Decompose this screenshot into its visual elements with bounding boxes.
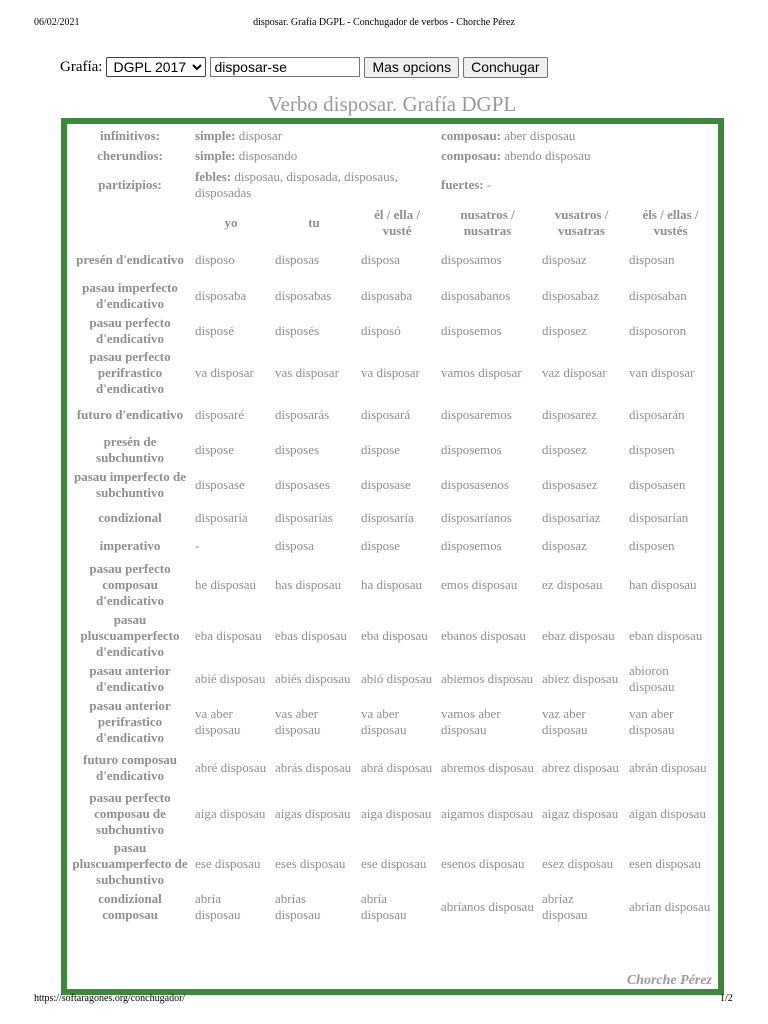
conjugated-form: vamos aber disposau	[441, 705, 501, 737]
conjugated-form: disposasenos	[441, 476, 509, 492]
conjugated-form: disposaz	[542, 252, 587, 267]
conjugated-form: abrán disposau	[629, 759, 707, 775]
print-page-number: 1/2	[720, 993, 733, 1004]
conjugated-form: disposarás	[275, 406, 330, 422]
tense-label: pasau anterior perifrastico d'endicativo	[89, 697, 171, 745]
conjugated-form: disposases	[275, 476, 330, 492]
conjugated-form: abiemos disposau	[441, 670, 534, 686]
conjugated-form: disposez	[542, 441, 587, 457]
conjugated-form: disposaríanos	[441, 509, 512, 525]
conjugated-form: esen disposau	[629, 855, 701, 871]
conjugated-form: disposarez	[542, 406, 597, 422]
composed-label: composau:	[441, 148, 501, 163]
conjugated-form: eban disposau	[629, 627, 703, 643]
conjugated-form: abría disposau	[195, 891, 241, 922]
conjugated-form: disposa	[275, 538, 314, 553]
person-header: yo	[224, 215, 238, 230]
page-heading: Verbo disposar. Grafía DGPL	[267, 92, 517, 116]
conjugated-form: disposoron	[629, 322, 687, 338]
conjugated-form: disposarían	[629, 509, 689, 525]
conjugated-form: vas aber disposau	[275, 705, 321, 737]
weak-participles	[191, 166, 437, 204]
tense-label: presén de subchuntivo	[96, 433, 164, 465]
conjugated-form: disposó	[361, 322, 401, 338]
conjugated-form: disposasen	[629, 476, 686, 492]
conjugation-frame	[61, 118, 724, 995]
conjugated-form: disposan	[629, 252, 675, 267]
tense-label: pasau perfecto composau d'endicativo	[89, 560, 171, 608]
conjugated-form: disposen	[629, 441, 675, 457]
tense-label: pasau pluscuamperfecto de subchuntivo	[72, 839, 188, 887]
tense-label: pasau imperfecto d'endicativo	[82, 279, 178, 311]
conjugated-form: disposaríaz	[542, 509, 601, 525]
conjugated-form: ha disposau	[361, 576, 423, 592]
person-header: vusatros / vusatras	[554, 207, 609, 238]
conjugated-form: disposaría	[361, 509, 414, 525]
tense-row	[69, 348, 716, 397]
conjugated-form: -	[195, 538, 200, 553]
conjugated-form: esenos disposau	[441, 855, 525, 871]
conjugated-form: abríanos disposau	[441, 899, 534, 914]
row-label: partizipios:	[98, 177, 162, 192]
infinitive-simple: disposar	[238, 128, 283, 143]
conjugated-form: vaz disposar	[542, 364, 607, 380]
febles-label: febles:	[195, 169, 232, 184]
conjugated-form: disposemos	[441, 538, 502, 553]
conjugated-form: eba disposau	[361, 627, 428, 643]
more-options-button[interactable]: Mas opcions	[364, 57, 459, 78]
print-date: 06/02/2021	[34, 17, 80, 28]
composed-form	[437, 126, 716, 146]
conjugated-form: disposaban	[629, 287, 687, 303]
person-header: tu	[308, 215, 320, 230]
tense-row	[69, 559, 716, 610]
conjugated-form: disposés	[275, 322, 320, 338]
conjugated-form: eses disposau	[275, 855, 346, 871]
conjugated-form: disposemos	[441, 322, 502, 338]
conjugated-form: vamos disposar	[441, 364, 522, 380]
conjugated-form: va disposar	[361, 364, 420, 380]
conjugated-form: disposase	[361, 476, 411, 492]
conjugated-form: dispose	[361, 441, 400, 457]
conjugated-form: aigamos disposau	[441, 805, 534, 821]
simple-label: simple:	[195, 148, 236, 163]
conjugated-form: disposaba	[361, 287, 413, 303]
tense-row	[69, 839, 716, 888]
conjugated-form: abré disposau	[195, 759, 267, 775]
tense-label: pasau perfecto d'endicativo	[89, 314, 171, 346]
tense-label: condizional composau	[98, 891, 162, 922]
conjugated-form: abié disposau	[195, 670, 266, 686]
tense-row	[69, 533, 716, 559]
conjugated-form: ese disposau	[361, 855, 427, 871]
conjugated-form: ez disposau	[542, 576, 603, 592]
print-url: https://softaragones.org/conchugador/	[34, 993, 186, 1004]
participle-strong: -	[486, 177, 492, 192]
conjugated-form: disposarán	[629, 406, 685, 422]
conjugated-form: van disposar	[629, 364, 695, 380]
conjugated-form: aiga disposau	[361, 805, 432, 821]
infinitive-composed: aber disposau	[504, 128, 576, 143]
person-header: éls / ellas / vustés	[642, 207, 699, 238]
conjugated-form: has disposau	[275, 576, 342, 592]
composed-form	[437, 146, 716, 166]
header-spacer	[69, 204, 191, 242]
conjugated-form: disposaz	[542, 538, 587, 553]
conjugated-form: ebas disposau	[275, 627, 347, 643]
tense-row	[69, 467, 716, 502]
conjugated-form: abremos disposau	[441, 759, 534, 775]
conjugated-form: disposemos	[441, 441, 502, 457]
conjugated-form: va aber disposau	[195, 705, 241, 737]
tense-label: pasau perfecto composau de subchuntivo	[89, 789, 171, 837]
conjugated-form: aigan disposau	[629, 805, 706, 821]
conjugated-form: abrás disposau	[275, 759, 352, 775]
person-header: nusatros / nusatras	[460, 207, 515, 238]
tense-row	[69, 278, 716, 313]
conjugated-form: aigas disposau	[275, 805, 351, 821]
conjugated-form: abió disposau	[361, 670, 433, 686]
conjugated-form: han disposau	[629, 576, 697, 592]
conjugated-form: disposamos	[441, 252, 502, 267]
row-label: infinitivos:	[100, 128, 160, 143]
conjugated-form: abrá disposau	[361, 759, 433, 775]
conjugated-form: abrez disposau	[542, 759, 619, 775]
tense-label: futuro composau d'endicativo	[82, 751, 178, 783]
conjugated-form: disposase	[195, 476, 245, 492]
tense-label: presén d'endicativo	[76, 252, 184, 267]
fuertes-label: fuertes:	[441, 177, 484, 192]
strong-participles	[437, 166, 716, 204]
conjugated-form: disposabas	[275, 287, 332, 303]
participle-weak: disposau, disposada, disposaus, disposadas	[195, 169, 398, 200]
conjugated-form: ebaz disposau	[542, 627, 615, 643]
conjugated-form: disposo	[195, 252, 235, 267]
conjugated-form: disposaría	[195, 509, 248, 525]
conjugated-form: disposen	[629, 538, 675, 553]
conjugated-form: vaz aber disposau	[542, 705, 588, 737]
simple-form	[191, 146, 437, 166]
tense-rows	[69, 242, 716, 926]
verb-input[interactable]	[210, 57, 360, 77]
print-page-title: disposar. Grafía DGPL - Conchugador de verbos - Chorche Pérez	[253, 17, 515, 28]
tense-label: condizional	[98, 509, 162, 525]
tense-row	[69, 661, 716, 696]
conjugated-form: he disposau	[195, 576, 257, 592]
tense-row	[69, 747, 716, 788]
conjugated-form: disposes	[275, 441, 320, 457]
participles-row	[69, 166, 716, 204]
conjugated-form: aiga disposau	[195, 805, 266, 821]
conjugated-form: dispose	[361, 538, 400, 553]
conjugated-form: abrías disposau	[275, 891, 321, 922]
tense-label: pasau anterior d'endicativo	[89, 662, 171, 694]
conjugated-form: disposará	[361, 406, 411, 422]
conjugated-form: abría disposau	[361, 891, 407, 922]
tense-label: pasau pluscuamperfecto d'endicativo	[80, 611, 180, 659]
composed-label: composau:	[441, 128, 501, 143]
conjugated-form: disposabanos	[441, 287, 511, 303]
gerund-composed: abendo disposau	[504, 148, 591, 163]
conjugated-form: dispose	[195, 441, 234, 457]
gerund-simple: disposando	[238, 148, 298, 163]
tense-label: pasau perfecto perifrastico d'endicativo	[89, 348, 171, 396]
conjugated-form: emos disposau	[441, 576, 518, 592]
person-header: él / ella / vusté	[374, 207, 420, 238]
conjugate-button[interactable]: Conchugar	[463, 57, 548, 78]
conjugated-form: eba disposau	[195, 627, 262, 643]
conjugated-form: aigaz disposau	[542, 805, 619, 821]
conjugated-form: van aber disposau	[629, 705, 675, 737]
row-label: cherundios:	[97, 148, 163, 163]
conjugated-form: abrían disposau	[629, 899, 711, 914]
tense-row	[69, 242, 716, 278]
conjugated-form: va aber disposau	[361, 705, 407, 737]
persons-header-row	[69, 204, 716, 242]
tense-row	[69, 397, 716, 432]
tense-row	[69, 432, 716, 467]
tense-row	[69, 610, 716, 661]
infinitives-row	[69, 126, 716, 146]
conjugated-form: disposarías	[275, 509, 333, 525]
conjugated-form: vas disposar	[275, 364, 339, 380]
tense-label: imperativo	[99, 538, 161, 553]
conjugated-form: abríaz disposau	[542, 891, 588, 922]
tense-label: pasau imperfecto de subchuntivo	[74, 468, 186, 500]
conjugation-table	[69, 126, 716, 926]
conjugated-form: abiez disposau	[542, 670, 619, 686]
conjugated-form: ebanos disposau	[441, 627, 526, 643]
tense-row	[69, 313, 716, 348]
grafia-select[interactable]	[106, 57, 206, 77]
conjugated-form: ese disposau	[195, 855, 261, 871]
conjugated-form: disposez	[542, 322, 587, 338]
conjugated-form: va disposar	[195, 364, 254, 380]
conjugated-form: disposé	[195, 322, 234, 338]
conjugator-form	[60, 56, 552, 78]
conjugated-form: disposaba	[195, 287, 247, 303]
conjugated-form: abiés disposau	[275, 670, 351, 686]
author-signature: Chorche Pérez	[626, 973, 712, 988]
conjugated-form: disposas	[275, 252, 320, 267]
tense-row	[69, 788, 716, 839]
conjugated-form: disposabaz	[542, 287, 600, 303]
tense-label: futuro d'endicativo	[76, 406, 184, 422]
tense-row	[69, 888, 716, 926]
tense-row	[69, 502, 716, 533]
grafia-label: Grafía:	[60, 58, 103, 75]
conjugated-form: disposaré	[195, 406, 245, 422]
conjugated-form: disposaremos	[441, 406, 512, 422]
tense-row	[69, 696, 716, 747]
conjugated-form: disposa	[361, 252, 400, 267]
simple-label: simple:	[195, 128, 236, 143]
conjugated-form: esez disposau	[542, 855, 614, 871]
simple-form	[191, 126, 437, 146]
conjugated-form: disposasez	[542, 476, 598, 492]
gerunds-row	[69, 146, 716, 166]
conjugated-form: abioron disposau	[629, 662, 675, 694]
